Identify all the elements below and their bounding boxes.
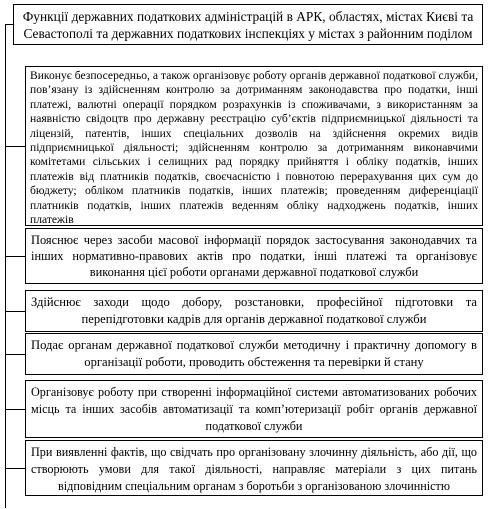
function-box-2: [25, 228, 483, 284]
function-text-3: Здійснює заходи щодо добору, розстановки, професійної підготовки та перепідготовки кадрів для органів державної податкової служби: [31, 295, 477, 326]
function-text-2: Пояснює через засоби масової інформації порядок застосування законодавчих та інших нормативно-правових актів про податки, інші платежі та організовує виконання цієї роботи органами державної податкової служби: [31, 233, 477, 280]
function-4-connector: [5, 354, 25, 355]
function-3-connector: [5, 311, 25, 312]
function-text-4: Подає органам державної податкової служби методичну і практичну допомогу в організації роботи, проводить обстеження та перевірки й стану: [31, 338, 477, 369]
function-2-connector: [5, 256, 25, 257]
function-text-6: При виявленні фактів, що свідчать про організовану злочинну діяльність, або дії, що створюють умови для такої діяльності, направляє матеріали з цих питань відповідним спеціальним органам з боротьби з організованою злочинністю: [31, 445, 477, 493]
function-box-3: [25, 290, 483, 332]
function-box-4: [25, 333, 483, 375]
function-box-1: [25, 66, 483, 226]
function-6-connector: [5, 468, 25, 469]
function-box-6: [25, 440, 483, 496]
title-connector: [5, 24, 13, 25]
function-text-1: Виконує безпосередньо, а також організовує роботу органів державної податкової служби, пов’язану із здійсненням контролю за дотриманням законодавства про податки, інші платежі, валютні операції порядком розрахунків із споживачами, з використанням за наявністю свідоцтв про державну реєстрацію суб’єктів підприємницької діяльності та ліцензій, патентів, інших спеціальних дозволів на здійснення окремих видів підприємницької діяльності; здійсненням контролю за дотриманням виконавчими комітетами сільських і селищних рад порядку прийняття і обліку податків, інших платежів від платників податків, своєчасністю і повнотою перерахування цих сум до бюджету; обліком платників податків, інших платежів; проведенням диференціації платників податків, інших платежів веденням обліку надходжень податків, інших платежів: [30, 69, 478, 227]
diagram-title: Функції державних податкових адміністрацій в АРК, областях, містах Києві та Севастополі та державних податкових інспекціях у містах з районним поділом: [22, 9, 474, 41]
function-1-connector: [5, 146, 25, 147]
diagram-title-box: [13, 4, 483, 45]
function-box-5: [25, 380, 483, 438]
function-5-connector: [5, 409, 25, 410]
function-text-5: Організовує роботу при створенні інформаційної системи автоматизованих робочих місць та інших засобів автоматизації та комп’ютеризації робіт органів державної податкової служби: [31, 385, 477, 433]
main-vertical-connector: [5, 24, 6, 508]
